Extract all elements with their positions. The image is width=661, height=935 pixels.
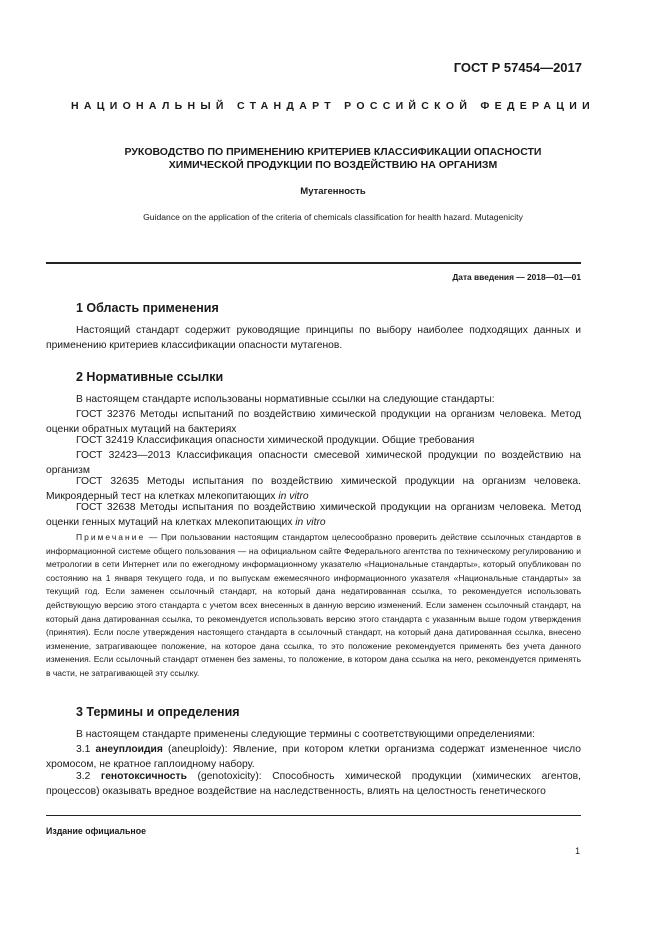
reference-gost-32423: ГОСТ 32423—2013 Классификация опасности смесевой химической продукции по воздействию на организм [46, 450, 581, 476]
reference-gost-32419: ГОСТ 32419 Классификация опасности химической продукции. Общие требования [76, 435, 475, 446]
section-1-text: Настоящий стандарт содержит руководящие принципы по выбору наиболее подходящих данных и применению критериев классификации опасности мутагенов. [46, 325, 581, 351]
document-code: ГОСТ Р 57454—2017 [453, 60, 582, 75]
reference-gost-32376: ГОСТ 32376 Методы испытаний по воздействию химической продукции на организм человека. Метод оценки обратных мутаций на бактериях [46, 409, 581, 435]
term-genotoxicity: 3.2 генотоксичность (genotoxicity): Способность химической продукции (химических агентов, процессов) оказывать вредное воздействие на наследственность, влиять на целостность генетического [46, 771, 581, 797]
note-label: Примечание [76, 532, 146, 542]
references-note: Примечание — При пользовании настоящим стандартом целесообразно проверить действие ссылочных стандартов в информационной системе общего пользования — на официальном сайте Федерального агентства по техническому регулированию и метрологии в сети Интернет или по ежегодному информационному указателю «Национальные стандарты», который опубликован по состоянию на 1 января текущего года, и по выпускам ежемесячного информационного указателя «Национальные стандарты» за текущий год. Если заменен ссылочный стандарт, на который дана недатированная ссылка, то рекомендуется использовать действующую версию этого стандарта с учетом всех внесенных в данную версию изменений. Если заменен ссылочный стандарт, на который дана датированная ссылка, то рекомендуется использовать версию этого стандарта с указанным выше годом утверждения (принятия). Если после утверждения настоящего стандарта в ссылочный стандарт, на который дана датированная ссылка, внесено изменение, затрагивающее положение, на которое дана ссылка, то это положение рекомендуется применять без учета данного изменения. Если ссылочный стандарт отменен без замены, то положение, в котором дана ссылка на него, рекомендуется применять в части, не затрагивающей эту ссылку. [46, 532, 581, 678]
title-line-2: ХИМИЧЕСКОЙ ПРОДУКЦИИ ПО ВОЗДЕЙСТВИЮ НА ОРГАНИЗМ [168, 159, 498, 171]
term-aneuploidy: 3.1 анеуплоидия (aneuploidy): Явление, при котором клетки организма содержат измененное число хромосом, не кратное гаплоидному набору. [46, 744, 581, 770]
document-subtitle: Мутагенность [300, 186, 366, 197]
section-1-heading: 1 Область применения [76, 301, 219, 315]
official-edition-label: Издание официальное [46, 826, 146, 836]
english-title: Guidance on the application of the criteria of chemicals classification for health hazard. Mutagenicity [143, 212, 523, 222]
header-divider [46, 262, 581, 264]
document-title [46, 146, 620, 172]
section-2-intro: В настоящем стандарте использованы нормативные ссылки на следующие стандарты: [76, 394, 495, 405]
reference-gost-32635: ГОСТ 32635 Методы испытания по воздействию химической продукции на организм человека. Микроядерный тест на клетках млекопитающих in vitro [46, 476, 581, 502]
introduction-date: Дата введения — 2018—01—01 [452, 272, 581, 282]
page-number: 1 [575, 846, 580, 856]
footer-divider [46, 815, 581, 816]
reference-gost-32638: ГОСТ 32638 Методы испытания по воздействию химической продукции на организм человека. Метод оценки генных мутаций на клетках млекопитающих in vitro [46, 502, 581, 528]
title-line-1: РУКОВОДСТВО ПО ПРИМЕНЕНИЮ КРИТЕРИЕВ КЛАССИФИКАЦИИ ОПАСНОСТИ [124, 146, 542, 158]
section-3-intro: В настоящем стандарте применены следующие термины с соответствующими определениями: [76, 729, 536, 740]
section-3-heading: 3 Термины и определения [76, 705, 240, 719]
section-2-heading: 2 Нормативные ссылки [76, 370, 224, 384]
national-standard-banner: НАЦИОНАЛЬНЫЙ СТАНДАРТ РОССИЙСКОЙ ФЕДЕРАЦИИ [71, 100, 595, 112]
